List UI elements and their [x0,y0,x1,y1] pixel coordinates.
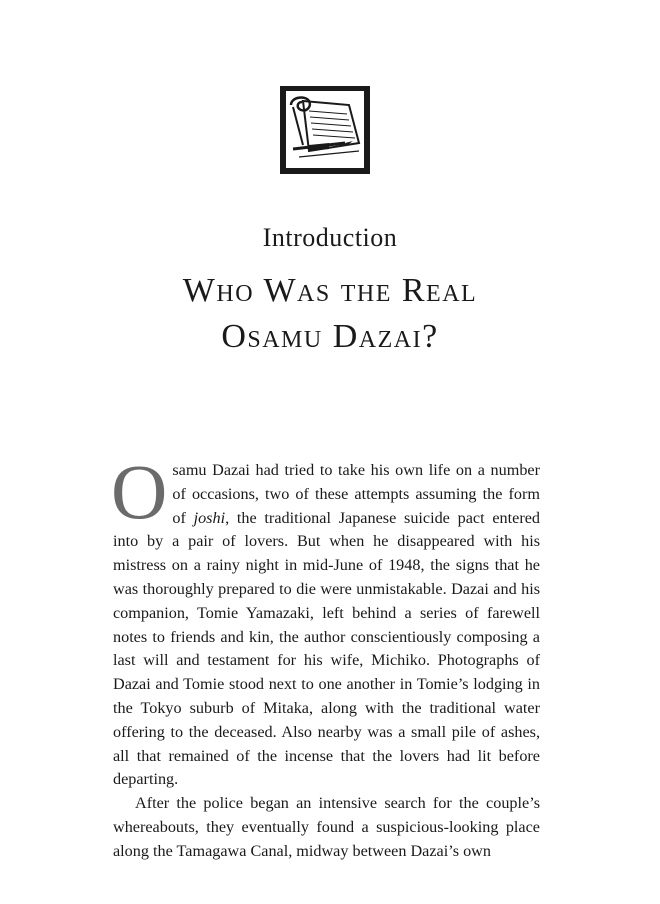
paragraph-1-rest: , the traditional Japanese suicide pact entered into by a pair of lovers. But when he disappeared with his mistress on a rainy night in mid-June of 1948, the signs that he was thoroughly prepared to die were unmistakable. Dazai and his companion, Tomie Yamazaki, left behind a series of farewell notes to friends and kin, the author conscientiously composing a last will and testament for his wife, Michiko. Photographs of Dazai and Tomie stood next to one another in Tomie’s lodging in the Tokyo suburb of Mitaka, along with the traditional water offering to the deceased. Also nearby was a small pile of ashes, all that remained of the incense that the lovers had lit before departing. [113,508,540,789]
body-text [111,448,540,864]
paragraph-2: After the police began an intensive search for the couple’s whereabouts, they eventually found a suspicious-looking place along the Tamagawa Canal, midway between Dazai’s own [113,794,540,860]
drop-cap: O [111,448,168,535]
paragraph-1 [111,448,540,792]
chapter-title-line-1: Who Was the Real [182,272,478,309]
scroll-and-pen-icon [279,85,371,175]
chapter-ornament [279,85,371,175]
chapter-label: Introduction [262,223,398,252]
paragraph-1-lead: samu Dazai had tried to take his own life on a number of occasions, two of these attempts assuming the form of [172,461,540,527]
chapter-title-line-2: Osamu Dazai? [221,318,439,355]
paragraph-1-italic-term: joshi [193,508,226,527]
chapter-title [0,268,660,360]
